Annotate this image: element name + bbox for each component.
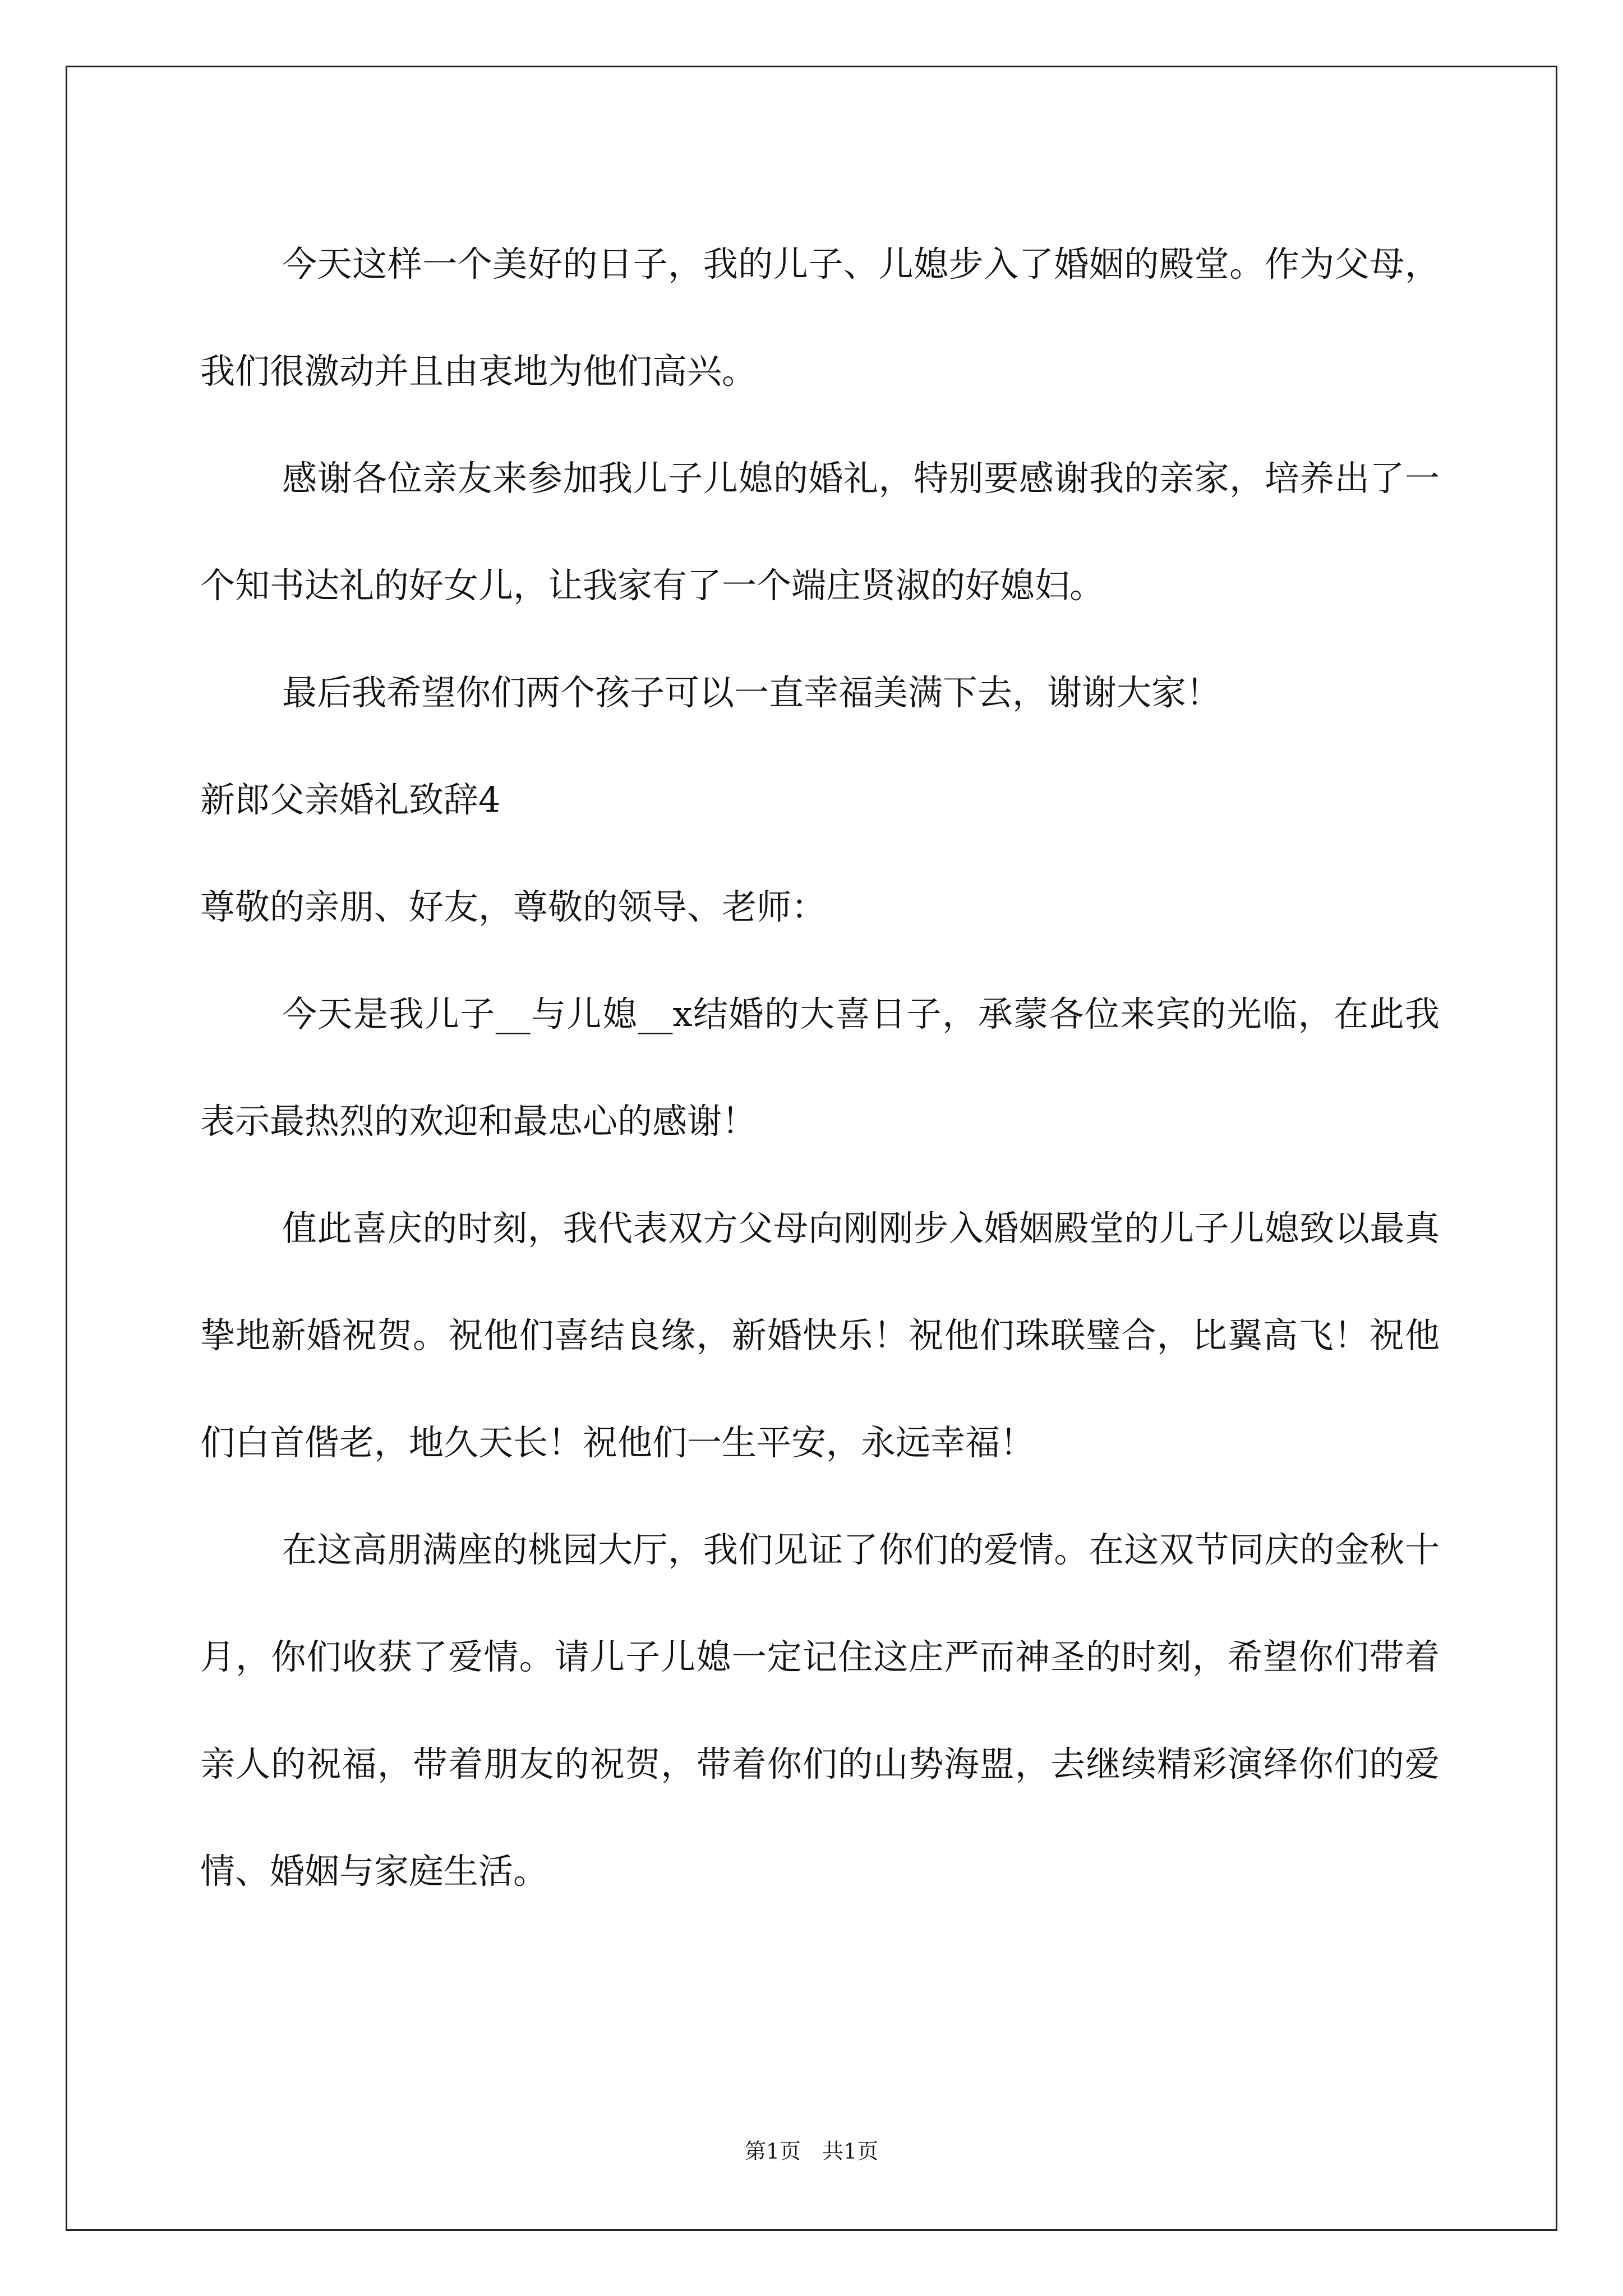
page-footer: 第1页 共1页 xyxy=(744,2139,879,2164)
paragraph-4: 今天是我儿子__与儿媳__x结婚的大喜日子，承蒙各位来宾的光临，在此我表示最热烈的欢迎和最忠心的感谢！ xyxy=(200,993,1440,1142)
paragraph-5: 值此喜庆的时刻，我代表双方父母向刚刚步入婚姻殿堂的儿子儿媳致以最真挚地新婚祝贺。祝他们喜结良缘，新婚快乐！祝他们珠联璧合，比翼高飞！祝他们白首偕老，地久天长！祝他们一生平安，永远幸福！ xyxy=(200,1208,1440,1463)
paragraph-1: 今天这样一个美好的日子，我的儿子、儿媳步入了婚姻的殿堂。作为父母，我们很激动并且由衷地为他们高兴。 xyxy=(200,243,1440,392)
paragraph-2: 感谢各位亲友来参加我儿子儿媳的婚礼，特别要感谢我的亲家，培养出了一个知书达礼的好女儿，让我家有了一个端庄贤淑的好媳妇。 xyxy=(200,458,1440,606)
paragraph-3: 最后我希望你们两个孩子可以一直幸福美满下去，谢谢大家！ xyxy=(282,672,1221,713)
salutation: 尊敬的亲朋、好友，尊敬的领导、老师： xyxy=(200,886,827,927)
section-title: 新郎父亲婚礼致辞4 xyxy=(200,779,501,820)
paragraph-6: 在这高朋满座的桃园大厅，我们见证了你们的爱情。在这双节同庆的金秋十月，你们收获了爱情。请儿子儿媳一定记住这庄严而神圣的时刻，希望你们带着亲人的祝福，带着朋友的祝贺，带着你们的山势海盟，去继续精彩演绎你们的爱情、婚姻与家庭生活。 xyxy=(200,1529,1440,1892)
document-body xyxy=(200,210,1440,1925)
